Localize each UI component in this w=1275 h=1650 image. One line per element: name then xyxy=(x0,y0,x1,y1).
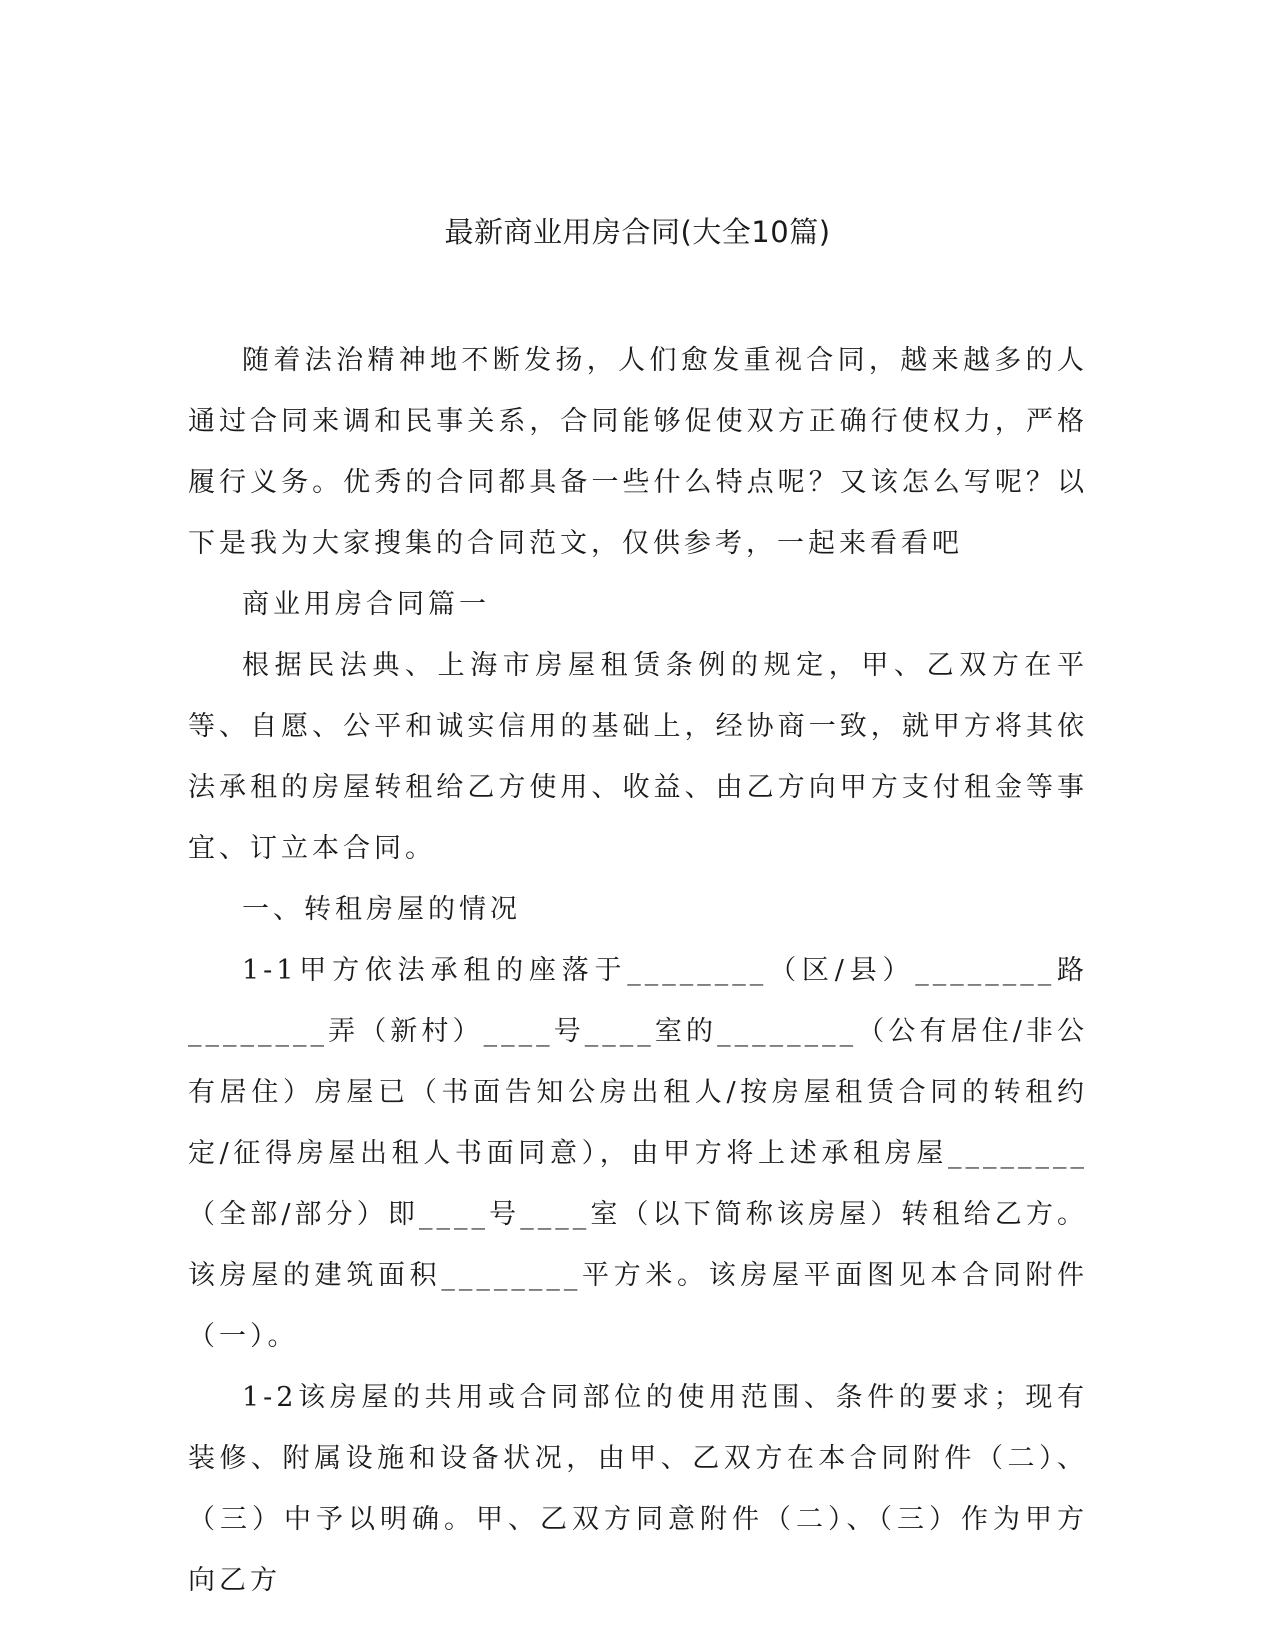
clause-paragraph: 1-2该房屋的共用或合同部位的使用范围、条件的要求；现有装修、附属设施和设备状况，由甲、乙双方在本合同附件（二）、（三）中予以明确。甲、乙双方同意附件（二）、（三）作为甲方向乙方 xyxy=(188,1382,1088,1596)
article-heading: 一、转租房屋的情况 xyxy=(242,894,521,925)
document-title: 最新商业用房合同(大全10篇) xyxy=(444,215,831,249)
section-heading: 商业用房合同篇一 xyxy=(242,589,490,620)
intro-paragraph: 随着法治精神地不断发扬，人们愈发重视合同，越来越多的人通过合同来调和民事关系，合同能够促使双方正确行使权力，严格履行义务。优秀的合同都具备一些什么特点呢？又该怎么写呢？以下是我为大家搜集的合同范文，仅供参考，一起来看看吧 xyxy=(188,345,1088,559)
document-body xyxy=(188,330,1088,1611)
clause-paragraph: 1-1甲方依法承租的座落于________（区/县）________路________弄（新村）____号____室的________（公有居住/非公有居住）房屋已（书面告知公房出租人/按房屋租赁合同的转租约定/征得房屋出租人书面同意），由甲方将上述承租房屋________（全部/部分）即____号____室（以下简称该房屋）转租给乙方。该房屋的建筑面积________平方米。该房屋平面图见本合同附件（一）。 xyxy=(188,955,1088,1352)
preamble-paragraph: 根据民法典、上海市房屋租赁条例的规定，甲、乙双方在平等、自愿、公平和诚实信用的基础上，经协商一致，就甲方将其依法承租的房屋转租给乙方使用、收益、由乙方向甲方支付租金等事宜、订立本合同。 xyxy=(188,650,1088,864)
